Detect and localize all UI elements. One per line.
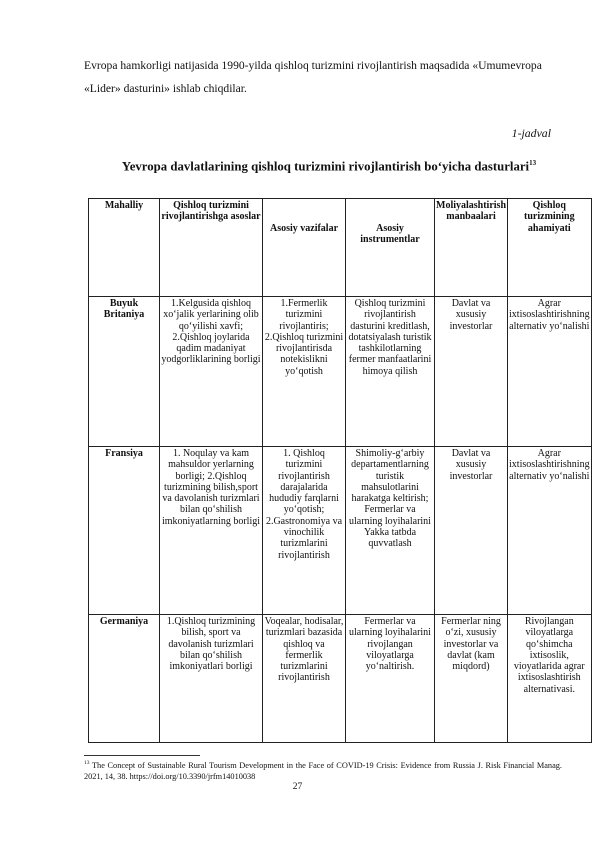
table-cell: 1. Noqulay va kam mahsuldor yerlarning borligi; 2.Qishloq turizmining bilish,sport va davolanish turizmlari bilan qo‘shilish imkoniyatlarning borligi [160,447,263,615]
table-cell: 1.Kelgusida qishloq xo‘jalik yerlarining olib qo‘yilishi xavfi; 2.Qishloq joylarida qadim madaniyat yodgorliklarining borligi [160,297,263,447]
table-cell: Fermerlar va ularning loyihalarini rivojlangan viloyatlarga yo‘naltirish. [346,615,435,743]
table-header-row [89,199,592,297]
table-row [89,447,592,615]
country-cell: Fransiya [89,447,160,615]
table-cell: Rivojlangan viloyatlarga qo‘shimcha ixtisoslik, vioyatlarida agrar ixtisoslashtirish alternativasi. [508,615,592,743]
table-cell: 1. Qishloq turizmini rivojlantirish darajalarida hududiy farqlarni yo‘qotish; 2.Gastronomiya va vinochilik turizmlarini rivojlantirish [263,447,346,615]
footnote-separator [84,755,200,756]
table-row [89,615,592,743]
table-cell: Davlat va xususiy investorlar [435,297,508,447]
table-cell: Voqealar, hodisalar, turizmlari bazasida qishloq va fermerlik turizmlarini rivojlantirish [263,615,346,743]
table-title-text: Yevropa davlatlarining qishloq turizmini rivojlantirish bo‘yicha dasturlari [121,159,530,174]
footnote-number: 13 [84,760,90,766]
programs-table [88,198,592,743]
header-cell: Qishloq turizmining ahamiyati [508,199,592,297]
table-cell: Agrar ixtisoslashtirishning alternativ yo‘nalishi [508,297,592,447]
table-cell: Qishloq turizmini rivojlantirish dasturini kreditlash, dotatsiyalash turistik tashkilotlarning fermer manfaatlarini himoya qilish [346,297,435,447]
table-cell: Fermerlar ning o‘zi, xususiy investorlar va davlat (kam miqdord) [435,615,508,743]
table-cell: Agrar ixtisoslashtirishning alternativ yo‘nalishi [508,447,592,615]
table-title [84,152,574,178]
footnote-text: The Concept of Sustainable Rural Tourism Development in the Face of COVID-19 Crisis: Evidence from Russia J. Risk Financial Manag. 2021, 14, 38. https://doi.org/10.3390/jrfm14010038 [84,760,562,781]
header-cell: Asosiy instrumentlar [346,199,435,297]
table-cell: 1.Fermerlik turizmini rivojlantiris; 2.Qishloq turizmini rivojlantirisda notekislikni yo‘qotish [263,297,346,447]
intro-paragraph: Evropa hamkorligi natijasida 1990-yilda qishloq turizmini rivojlantirish maqsadida «Umumevropa «Lider» dasturini» ishlab chiqdilar. [84,59,542,95]
header-cell: Mahalliy [89,199,160,297]
table-cell: 1.Qishloq turizmining bilish, sport va davolanish turizmlari bilan qo‘shilish imkoniyatlari borligi [160,615,263,743]
table-row [89,297,592,447]
table-cell: Davlat va xususiy investorlar [435,447,508,615]
footnote-ref: 13 [529,159,537,167]
header-cell: Moliyalashtirish manbaalari [435,199,508,297]
footnote [84,758,562,782]
table-label: 1-jadval [511,126,551,140]
country-cell: Buyuk Britaniya [89,297,160,447]
table-cell: Shimoliy-g‘arbiy departamentlarning turistik mahsulotlarini harakatga keltirish; Fermerlar va ularning loyihalarini Yakka tatbda quvvatlash [346,447,435,615]
header-cell: Asosiy vazifalar [263,199,346,297]
page-number: 27 [292,782,303,792]
country-cell: Germaniya [89,615,160,743]
header-cell: Qishloq turizmini rivojlantirishga asoslar [160,199,263,297]
